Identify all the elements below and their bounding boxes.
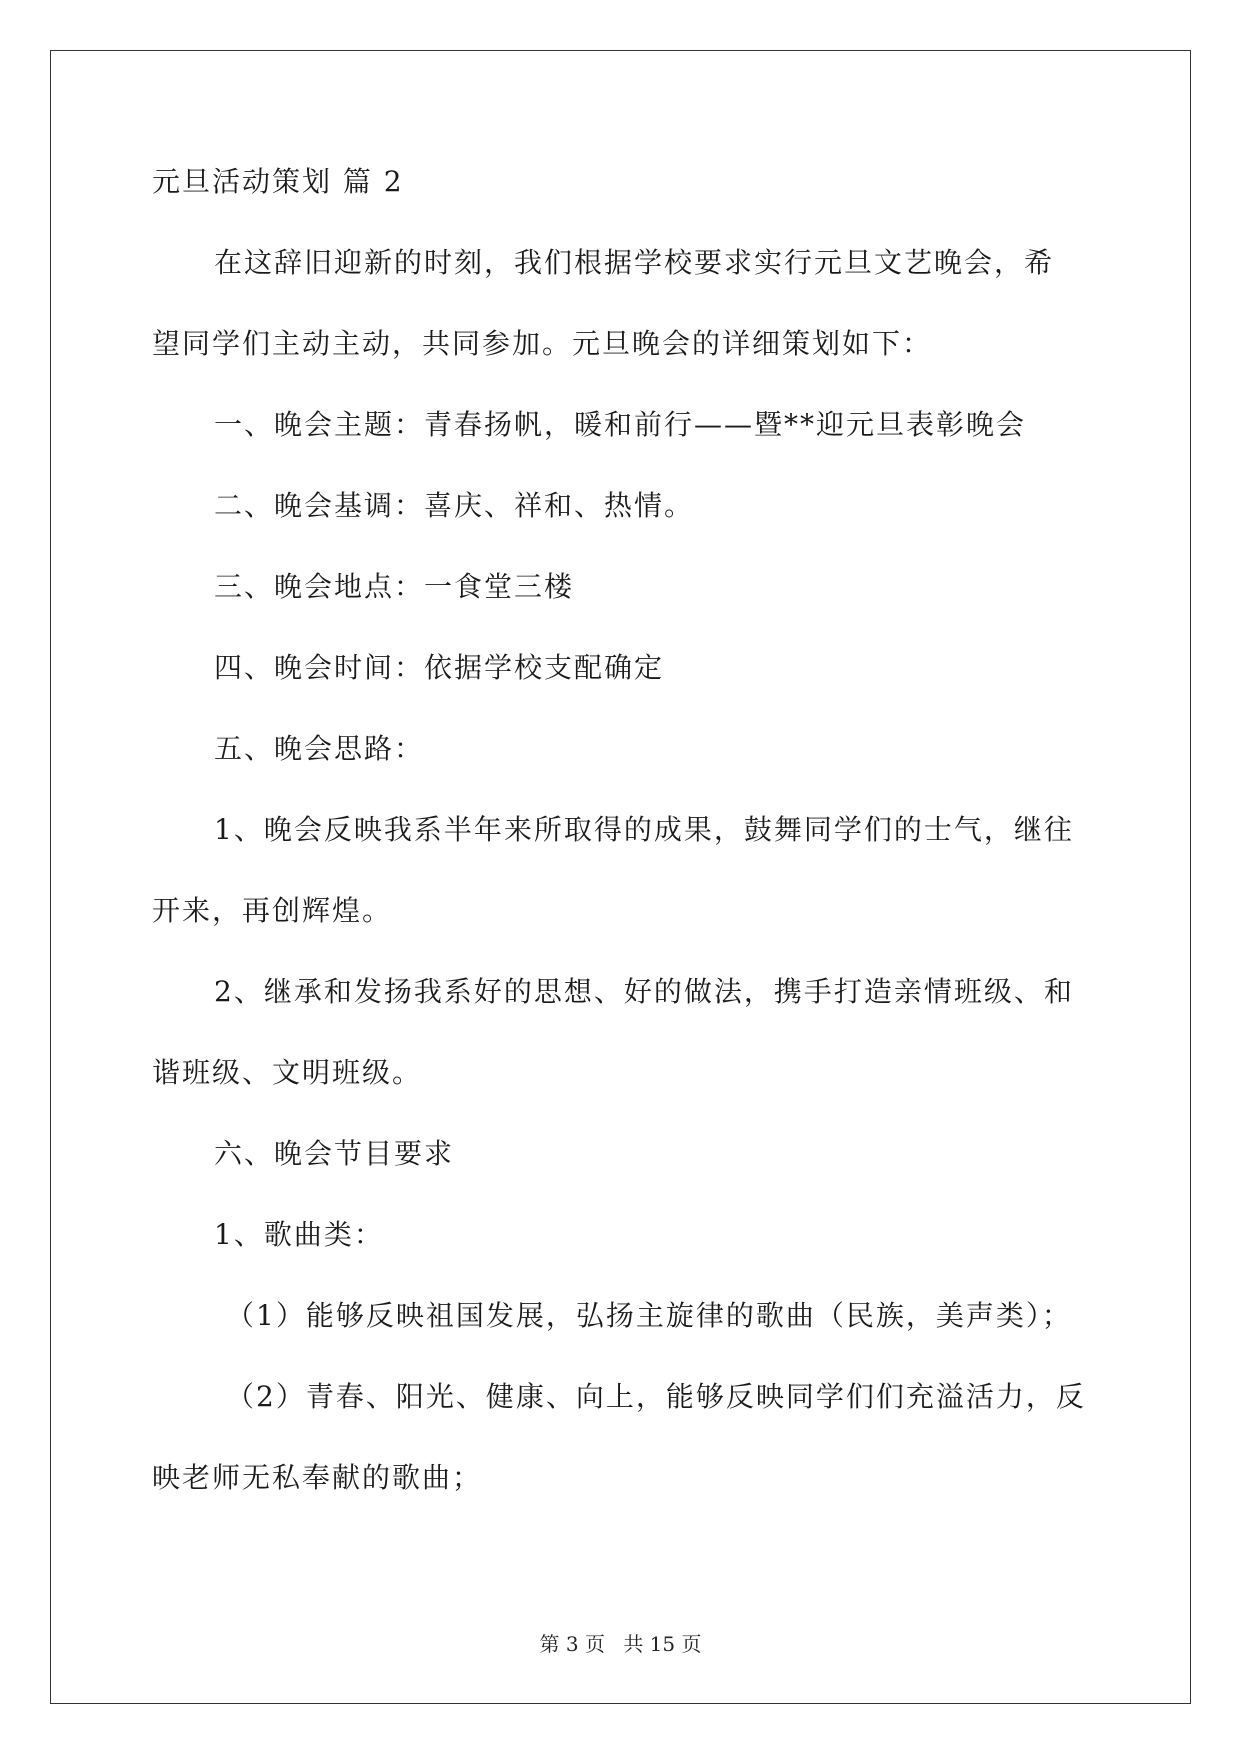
paragraph-list (152, 243, 1087, 1498)
document-heading: 元旦活动策划 篇 2 (152, 165, 404, 198)
paragraph (152, 648, 1087, 688)
text-line: 2、继承和发扬我系好的思想、好的做法，携手打造亲情班级、和 (214, 975, 1074, 1008)
text-line: 1、歌曲类： (214, 1218, 384, 1251)
text-line: （1）能够反映祖国发展，弘扬主旋律的歌曲（民族，美声类）； (226, 1299, 1072, 1332)
text-line: （2）青春、阳光、健康、向上，能够反映同学们们充溢活力，反 (226, 1380, 1086, 1413)
text-line: 二、晚会基调：喜庆、祥和、热情。 (214, 489, 695, 522)
paragraph (152, 243, 1087, 364)
text-line: 一、晚会主题：青春扬帆，暖和前行——暨**迎元旦表彰晚会 (214, 408, 1027, 441)
text-line: 四、晚会时间：依据学校支配确定 (214, 651, 665, 684)
paragraph (152, 1134, 1087, 1174)
paragraph (152, 486, 1087, 526)
paragraph (152, 729, 1087, 769)
document-body (152, 162, 1087, 1539)
paragraph (152, 567, 1087, 607)
paragraph (152, 405, 1087, 445)
text-line: 望同学们主动主动，共同参加。元旦晚会的详细策划如下： (152, 327, 933, 360)
page-number: 第 3 页 (539, 1632, 605, 1656)
text-line: 1、晚会反映我系半年来所取得的成果，鼓舞同学们的士气，继往 (214, 813, 1074, 846)
paragraph (152, 1215, 1087, 1255)
paragraph (152, 972, 1087, 1093)
paragraph (152, 1377, 1087, 1498)
text-line: 谐班级、文明班级。 (152, 1056, 423, 1089)
page-total: 共 15 页 (623, 1632, 702, 1656)
paragraph (152, 1296, 1087, 1336)
text-line: 映老师无私奉献的歌曲； (152, 1461, 483, 1494)
paragraph (152, 810, 1087, 931)
text-line: 在这辞旧迎新的时刻，我们根据学校要求实行元旦文艺晚会，希 (214, 246, 1055, 279)
text-line: 开来，再创辉煌。 (152, 894, 393, 927)
text-line: 三、晚会地点：一食堂三楼 (214, 570, 575, 603)
page-footer (0, 1632, 1241, 1656)
text-line: 六、晚会节目要求 (214, 1137, 455, 1170)
text-line: 五、晚会思路： (214, 732, 425, 765)
